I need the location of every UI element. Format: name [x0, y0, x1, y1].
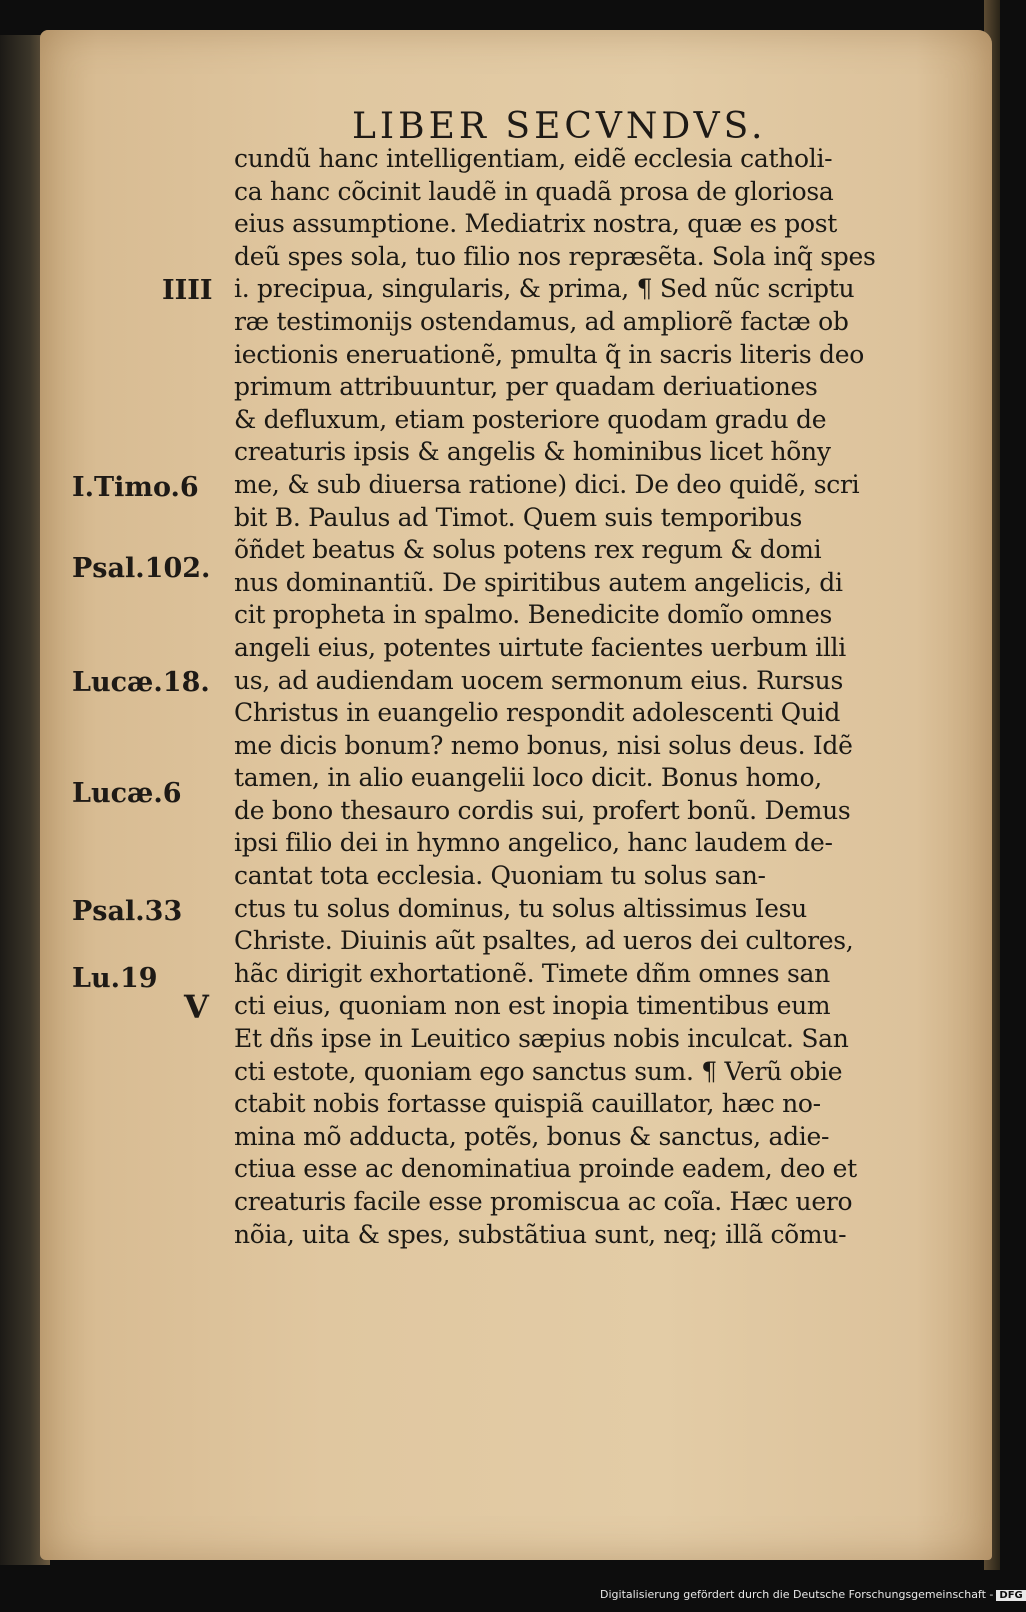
margin-note-section-iiii: IIII: [162, 275, 213, 306]
text-line: ctiua esse ac denominatiua proinde eadem, deo et: [234, 1154, 857, 1184]
text-line: õñdet beatus & solus potens rex regum & domi: [234, 535, 822, 565]
text-line: ctus tu solus dominus, tu solus altissimus Iesu: [234, 893, 807, 923]
margin-note-psalm-33: Psal.33: [72, 896, 183, 927]
margin-note-psalm-102: Psal.102.: [72, 553, 211, 584]
text-line: iectionis eneruationẽ, pmulta q̃ in sacris literis deo: [234, 339, 864, 369]
margin-note-timothy: I.Timo.6: [72, 472, 199, 503]
text-line: creaturis ipsis & angelis & hominibus licet hõny: [234, 437, 831, 467]
text-line: bit B. Paulus ad Timot. Quem suis temporibus: [234, 502, 803, 532]
text-line: us, ad audiendam uocem sermonum eius. Rursus: [234, 665, 843, 695]
text-line: nõia, uita & spes, substãtiua sunt, neq; illã cõmu-: [234, 1219, 847, 1249]
text-line: ca hanc cõcinit laudẽ in quadã prosa de gloriosa: [234, 176, 834, 206]
text-line: nus dominantiũ. De spiritibus autem angelicis, di: [234, 567, 843, 597]
text-line: deũ spes sola, tuo filio nos repræsẽta. Sola inq̃ spes: [234, 241, 876, 271]
text-line: & defluxum, etiam posteriore quodam gradu de: [234, 404, 827, 434]
running-head: LIBER SECVNDVS.: [352, 106, 767, 147]
text-line: ipsi filio dei in hymno angelico, hanc laudem de-: [234, 828, 833, 858]
margin-note-luke-6: Lucæ.6: [72, 778, 182, 809]
text-line: primum attribuuntur, per quadam deriuationes: [234, 372, 818, 402]
dfg-logo: DFG: [996, 1590, 1025, 1601]
text-line: mina mõ adducta, potẽs, bonus & sanctus, adie-: [234, 1121, 830, 1151]
text-line: tamen, in alio euangelii loco dicit. Bonus homo,: [234, 763, 822, 793]
digitization-footer: [600, 1588, 1023, 1608]
text-line: creaturis facile esse promiscua ac coĩa. Hæc uero: [234, 1187, 853, 1216]
text-line: eius assumptione. Mediatrix nostra, quæ es post: [234, 209, 837, 239]
text-line: angeli eius, potentes uirtute facientes uerbum illi: [234, 632, 846, 662]
margin-note-section-v: V: [184, 988, 209, 1026]
text-line: ctabit nobis fortasse quispiã cauillator, hæc no-: [234, 1089, 821, 1119]
text-line: me, & sub diuersa ratione) dici. De deo quidẽ, scri: [234, 469, 860, 499]
footer-text: Digitalisierung gefördert durch die Deutsche Forschungsgemeinschaft -: [600, 1588, 994, 1601]
main-text-block: [234, 143, 904, 1251]
text-line: me dicis bonum? nemo bonus, nisi solus deus. Idẽ: [234, 730, 853, 760]
text-line: Christe. Diuinis aũt psaltes, ad ueros dei cultores,: [234, 926, 854, 956]
text-line: cti eius, quoniam non est inopia timentibus eum: [234, 991, 831, 1021]
margin-note-luke-19: Lu.19: [72, 963, 158, 994]
text-line: cit propheta in spalmo. Benedicite domĩo omnes: [234, 600, 833, 630]
text-line: cti estote, quoniam ego sanctus sum. ¶ Verũ obie: [234, 1056, 843, 1086]
margin-note-luke-18: Lucæ.18.: [72, 667, 210, 698]
text-line: hãc dirigit exhortationẽ. Timete dñm omnes san: [234, 958, 830, 988]
text-line: i. precipua, singularis, & prima, ¶ Sed nũc scriptu: [234, 274, 855, 304]
text-line: Et dñs ipse in Leuitico sæpius nobis inculcat. San: [234, 1024, 849, 1054]
text-line: Christus in euangelio respondit adolescenti Quid: [234, 698, 841, 728]
text-line: de bono thesauro cordis sui, profert bonũ. Demus: [234, 795, 851, 825]
text-line: ræ testimonijs ostendamus, ad ampliorẽ factæ ob: [234, 306, 849, 336]
text-line: cundũ hanc intelligentiam, eidẽ ecclesia catholi-: [234, 144, 833, 173]
text-line: cantat tota ecclesia. Quoniam tu solus san-: [234, 861, 766, 891]
